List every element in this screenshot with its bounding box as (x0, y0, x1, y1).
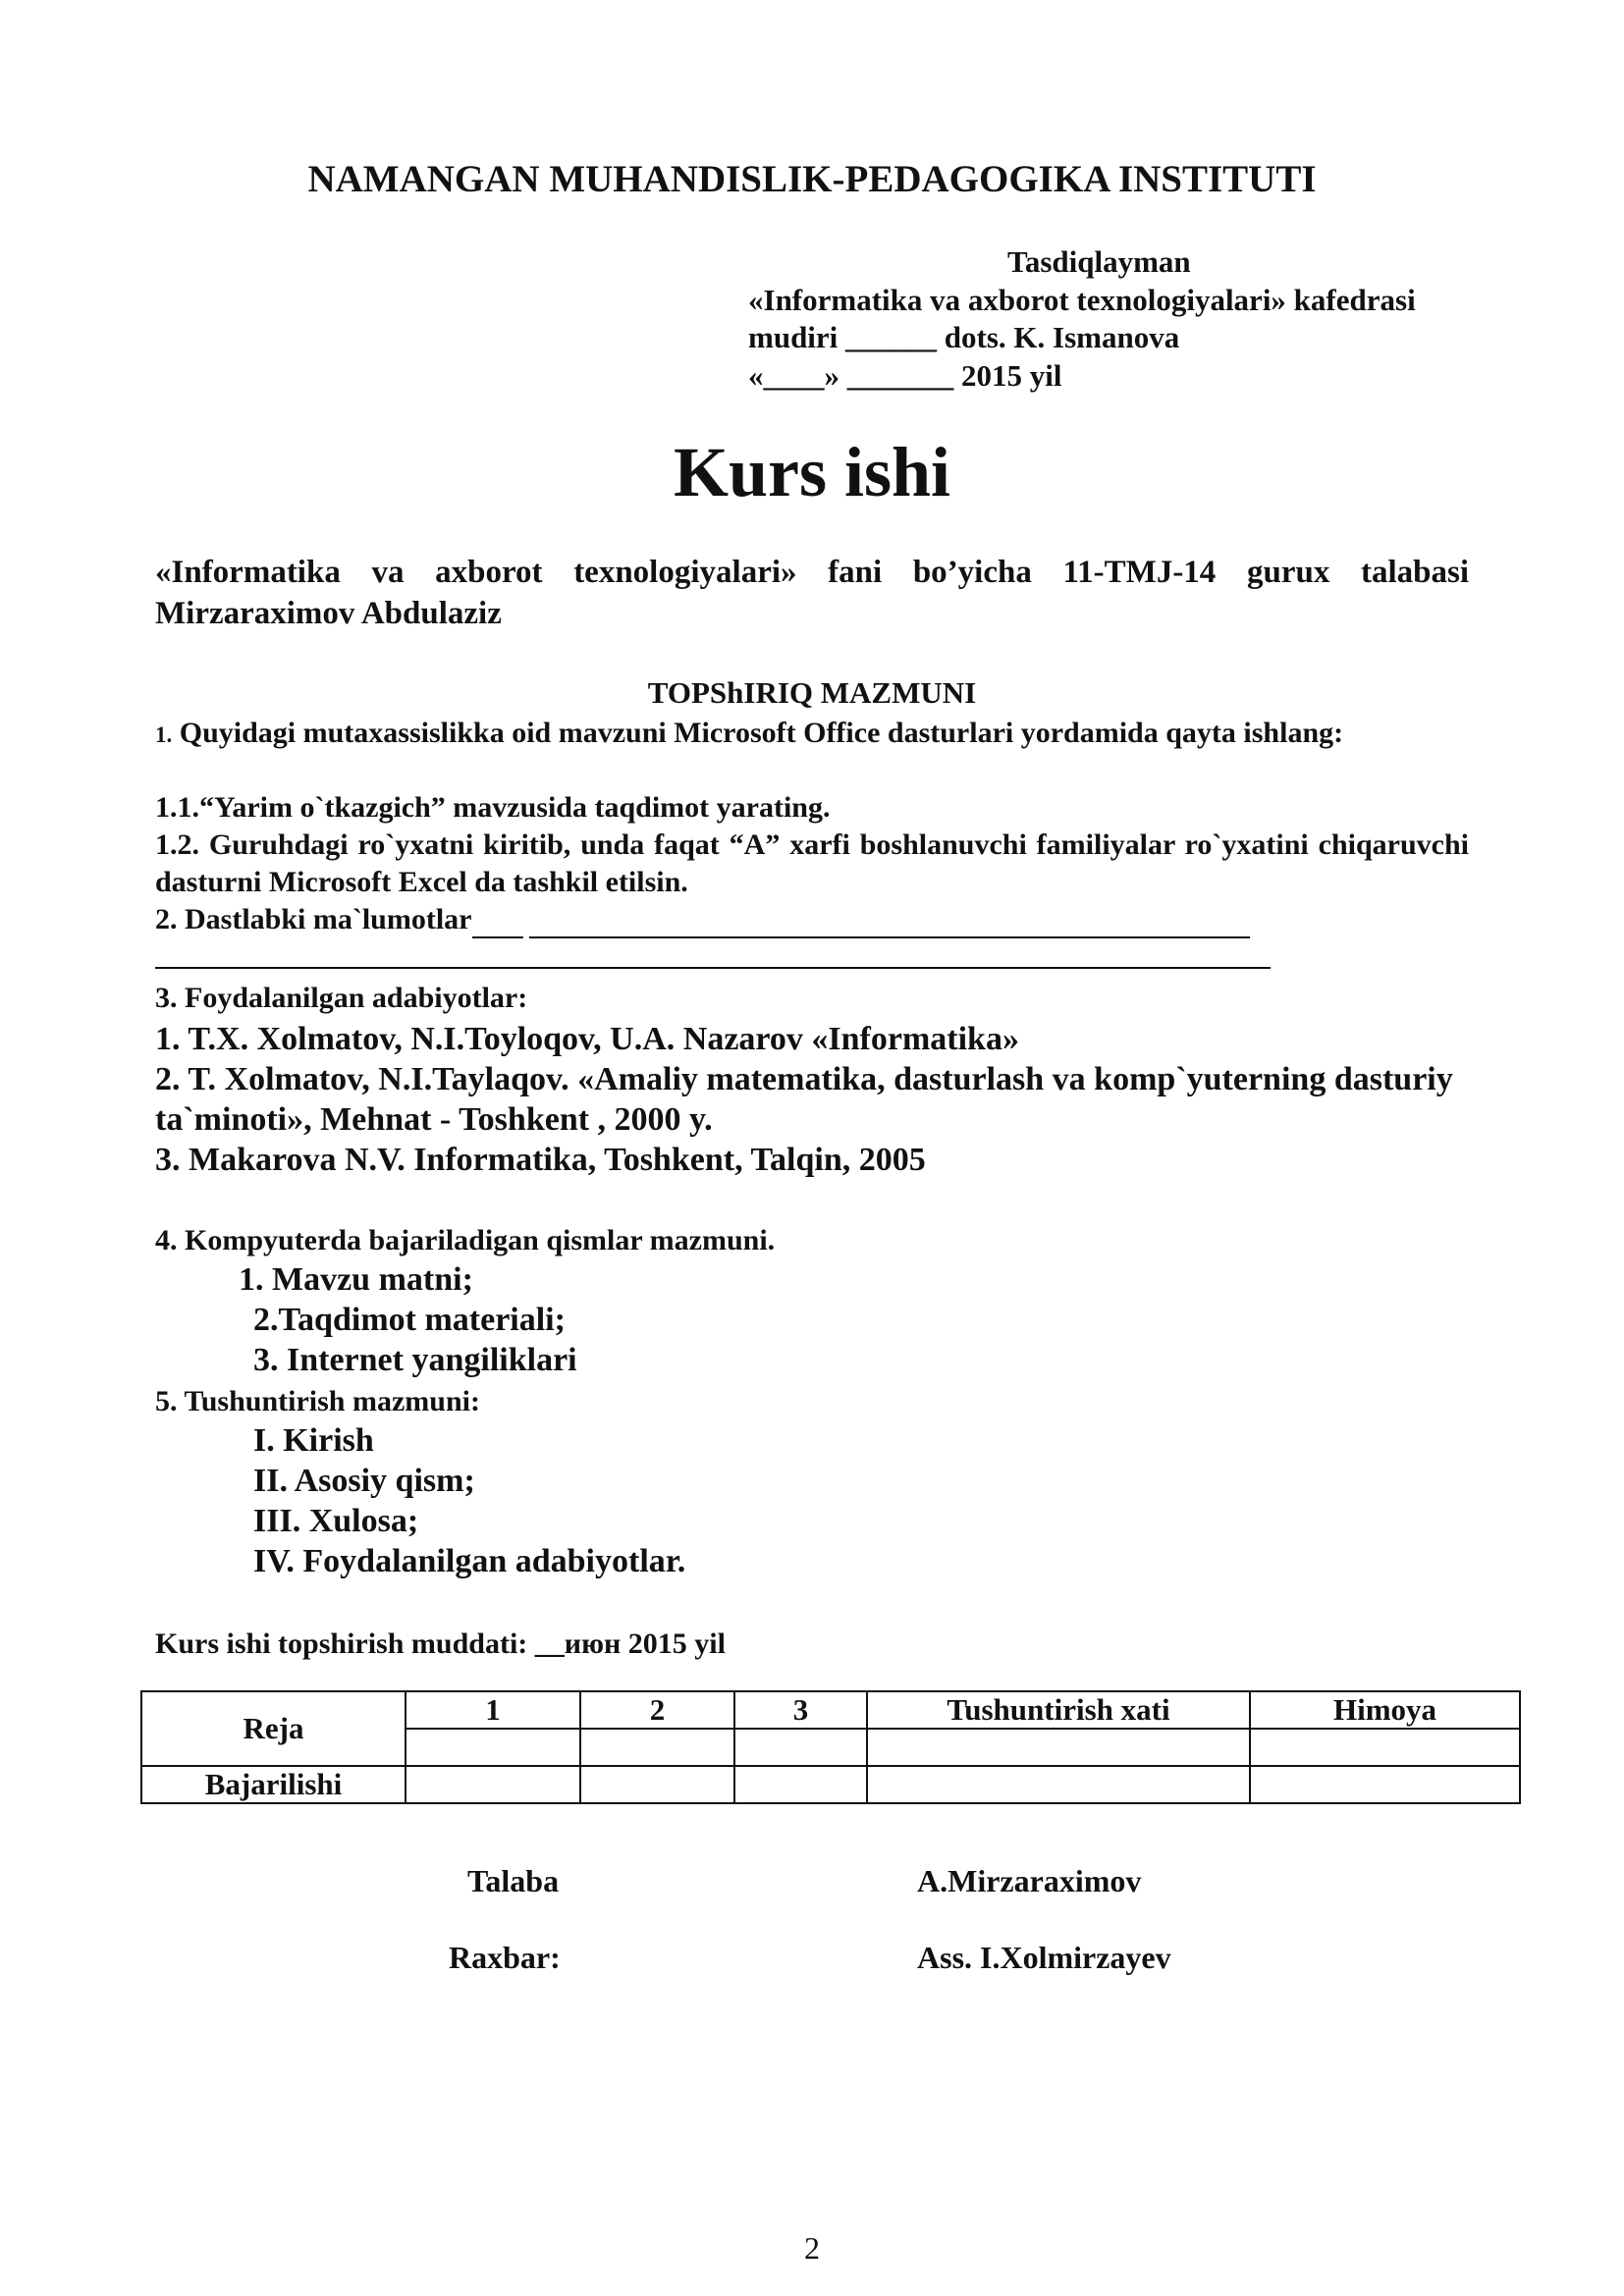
task-title: TOPShIRIQ MAZMUNI (647, 675, 977, 710)
literature-item: 3. Makarova N.V. Informatika, Toshkent, Talqin, 2005 (155, 1142, 926, 1178)
table-cell (1250, 1729, 1520, 1766)
approval-block (748, 243, 1416, 395)
table-cell (406, 1766, 580, 1803)
task-item-1-2: 1.2. Guruhdagi ro`yxatni kiritib, unda faqat “A” xarfi boshlanuvchi familiyalar ro`yxatini chiqaruvchi dasturni Microsoft Excel da tashkil etilsin. (155, 828, 1469, 898)
computer-parts-heading: 4. Kompyuterda bajariladigan qismlar mazmuni. (155, 1224, 776, 1256)
table-cell (580, 1766, 734, 1803)
table-cell (1250, 1766, 1520, 1803)
literature-item: 2. T. Xolmatov, N.I.Taylaqov. «Amaliy matematika, dasturlash va komp`yuterning dasturiy ta`minoti», Mehnat - Toshkent , 2000 y. (155, 1061, 1453, 1138)
blank-line (472, 911, 523, 938)
approval-department: «Informatika va axborot texnologiyalari» kafedrasi (748, 282, 1416, 317)
schedule-table (140, 1690, 1521, 1804)
supervisor-label: Raxbar: (449, 1940, 561, 1975)
computer-part-item: 2.Taqdimot materiali; (253, 1302, 566, 1338)
document-title: Kurs ishi (673, 433, 951, 511)
task-item-1 (155, 715, 1469, 754)
explanation-item: II. Asosiy qism; (253, 1463, 475, 1499)
table-header-cell: Himoya (1250, 1691, 1520, 1729)
table-cell (580, 1729, 734, 1766)
explanation-heading: 5. Tushuntirish mazmuni: (155, 1385, 480, 1417)
explanation-item: III. Xulosa; (253, 1503, 419, 1539)
table-cell (734, 1766, 867, 1803)
table-cell (867, 1729, 1250, 1766)
approval-title: Tasdiqlayman (1007, 244, 1191, 279)
literature-item: 1. T.X. Xolmatov, N.I.Toyloqov, U.A. Nazarov «Informatika» (155, 1021, 1019, 1057)
table-header-cell: 2 (580, 1691, 734, 1729)
task-item-1-1: 1.1.“Yarim o`tkazgich” mavzusida taqdimot yarating. (155, 791, 831, 824)
student-name: A.Mirzaraximov (917, 1863, 1142, 1898)
table-row-label: Reja (141, 1691, 406, 1766)
supervisor-name: Ass. I.Xolmirzayev (917, 1940, 1171, 1975)
deadline: Kurs ishi topshirish muddati: __июн 2015 yil (155, 1628, 726, 1660)
page-number: 2 (804, 2230, 820, 2266)
table-cell (734, 1729, 867, 1766)
table-header-cell: 3 (734, 1691, 867, 1729)
table-header-cell: Tushuntirish xati (867, 1691, 1250, 1729)
table-cell (867, 1766, 1250, 1803)
computer-part-item: 1. Mavzu matni; (239, 1261, 473, 1298)
table-cell (406, 1729, 580, 1766)
table-header-cell: 1 (406, 1691, 580, 1729)
student-label: Talaba (467, 1863, 560, 1898)
explanation-item: I. Kirish (253, 1422, 374, 1459)
institute-name: NAMANGAN MUHANDISLIK-PEDAGOGIKA INSTITUTI (307, 158, 1317, 200)
task-item-2-label: 2. Dastlabki ma`lumotlar (155, 903, 472, 935)
table-row-label: Bajarilishi (141, 1766, 406, 1803)
task-item-2 (155, 901, 1469, 938)
blank-line (529, 911, 1250, 938)
literature-heading: 3. Foydalanilgan adabiyotlar: (155, 982, 528, 1014)
blank-line-full (155, 967, 1271, 969)
task-item-1-number: 1. (155, 722, 173, 747)
task-item-1-text: Quyidagi mutaxassislikka oid mavzuni Microsoft Office dasturlari yordamida qayta ishlang: (179, 717, 1344, 749)
approval-head: mudiri ______ dots. K. Ismanova (748, 320, 1180, 354)
approval-date: «____» _______ 2015 yil (748, 357, 1062, 393)
subject-line: «Informatika va axborot texnologiyalari» fani bo’yicha 11-TMJ-14 gurux talabasi Mirzaraximov Abdulaziz (155, 555, 1469, 631)
computer-part-item: 3. Internet yangiliklari (253, 1342, 577, 1378)
explanation-item: IV. Foydalanilgan adabiyotlar. (253, 1543, 686, 1579)
